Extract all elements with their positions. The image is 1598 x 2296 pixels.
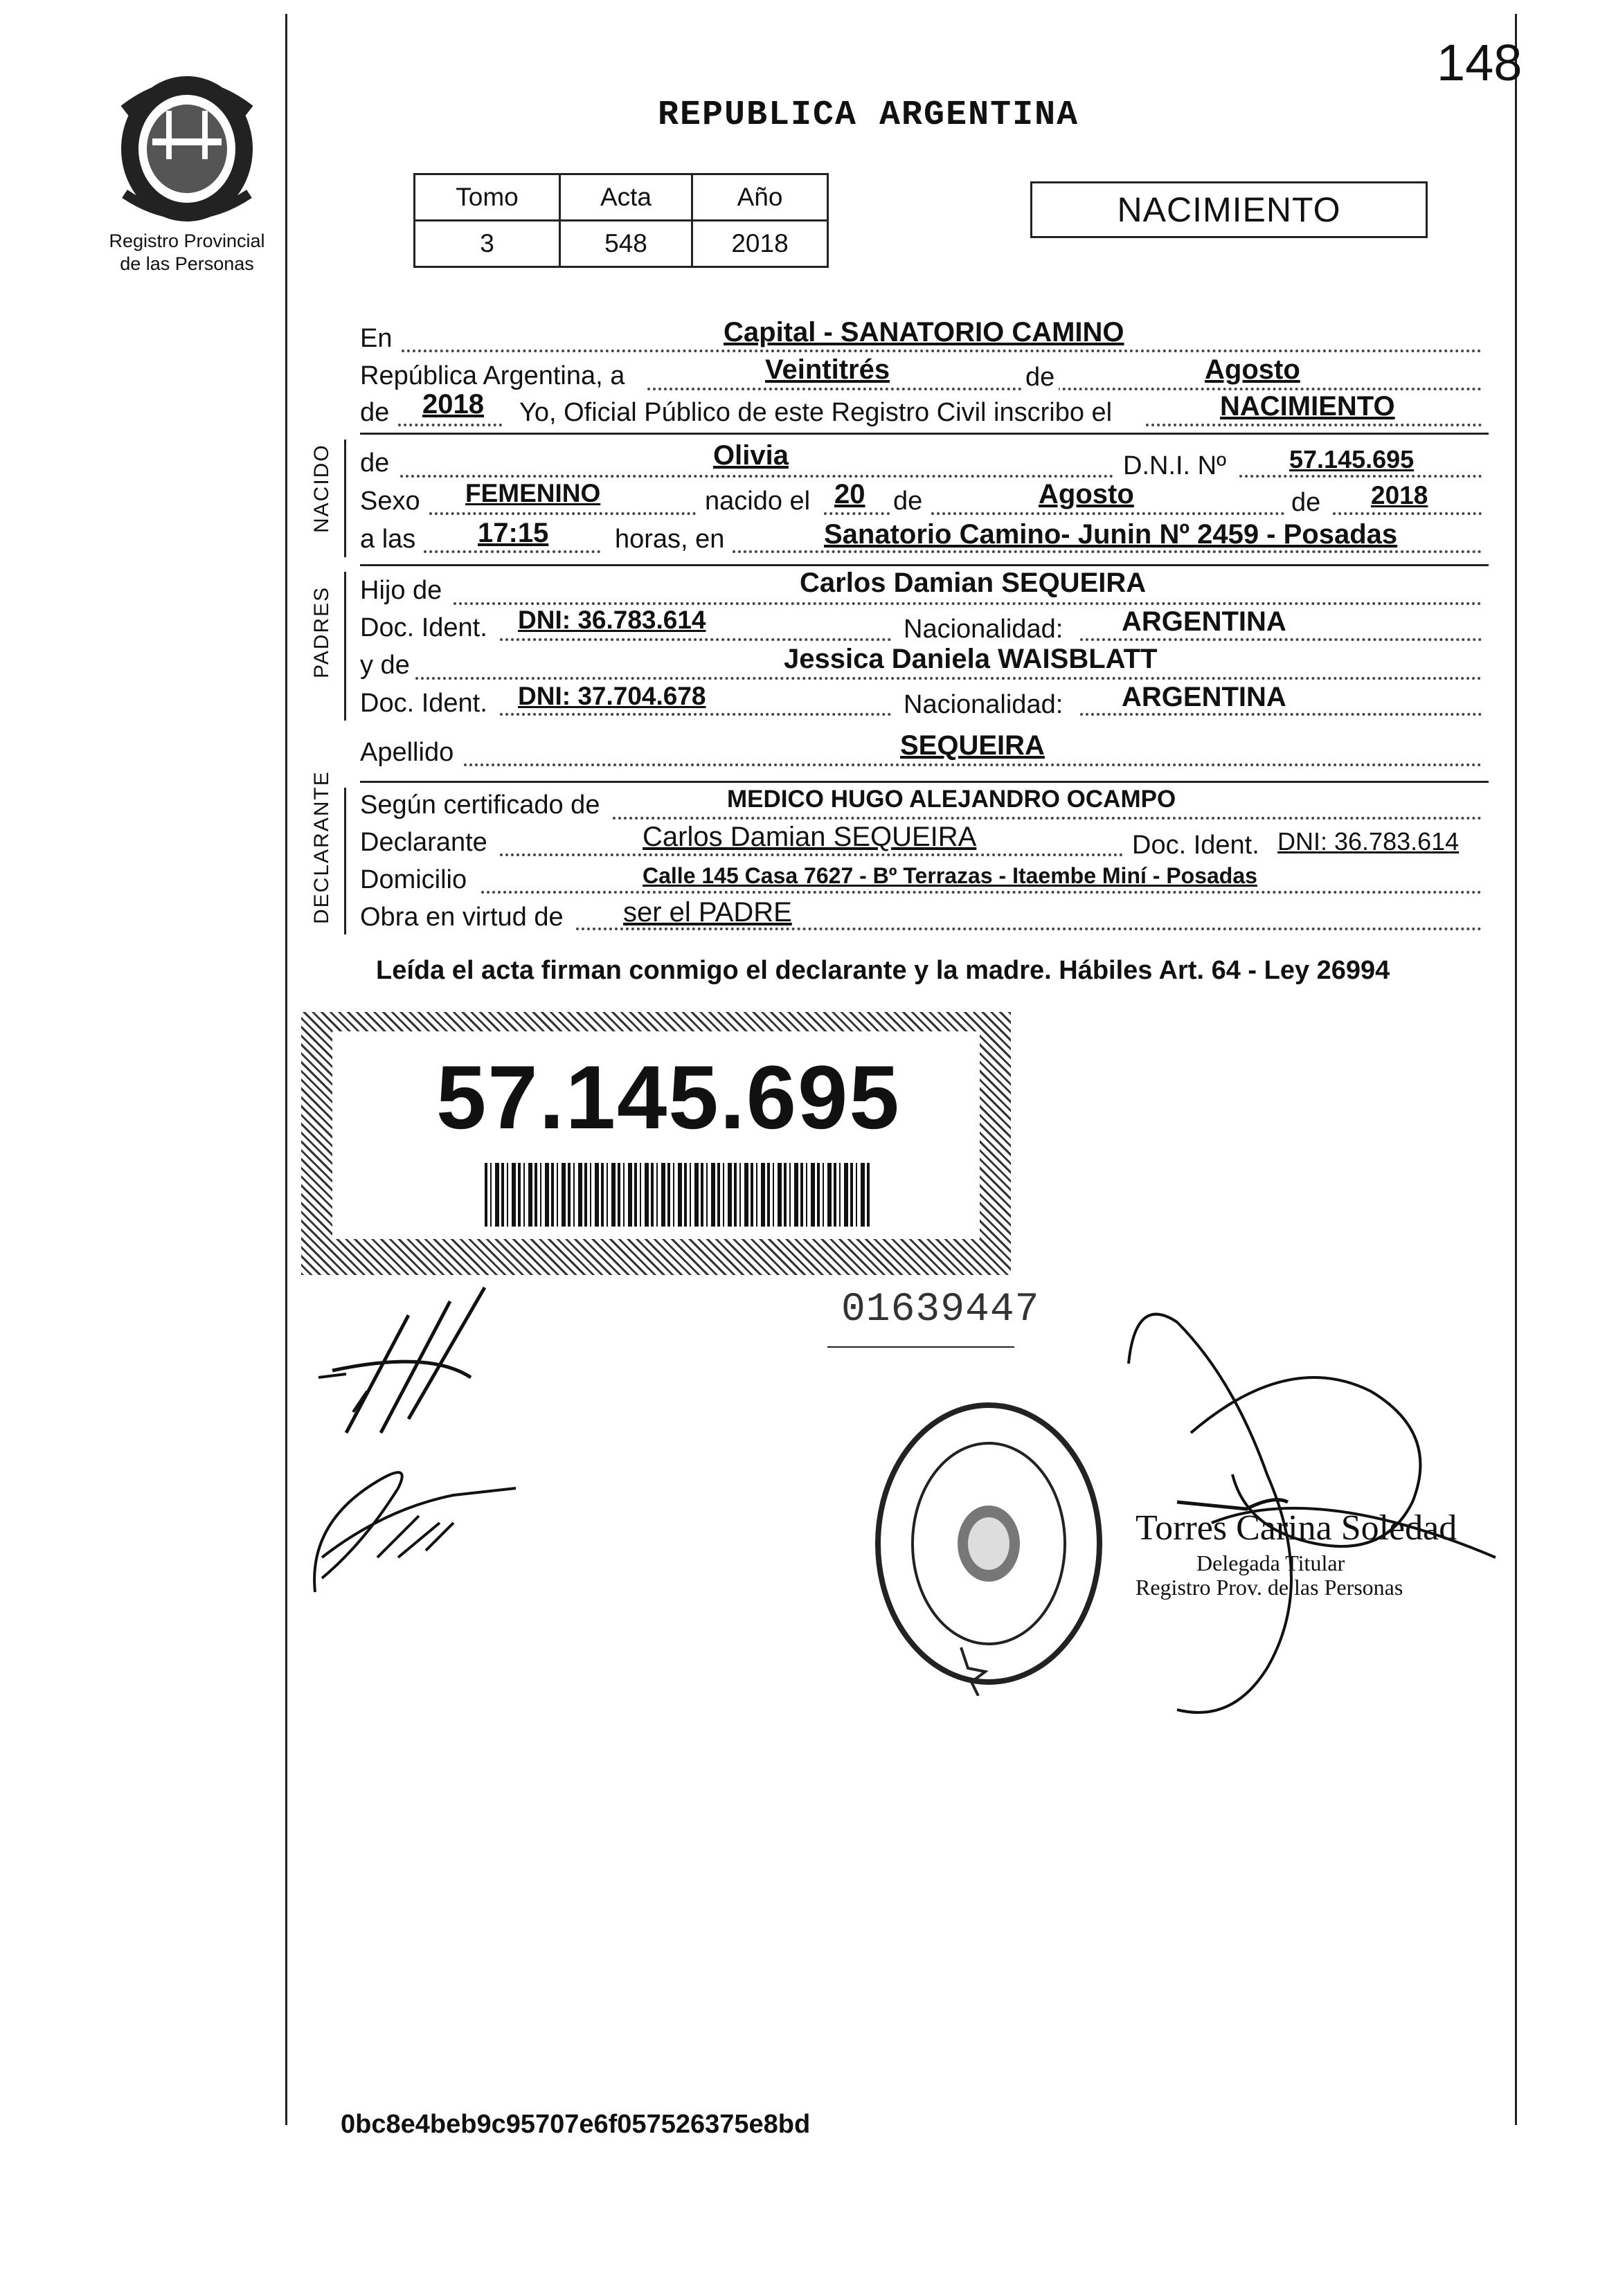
padres-bracket [344, 572, 346, 721]
nacido-bracket [344, 440, 346, 557]
section-divider [360, 433, 1489, 435]
value-in-virtue-of: ser el PADRE [623, 897, 792, 928]
value-mother-name: Jessica Daniela WAISBLATT [784, 644, 1158, 674]
registrar-org: Registro Prov. de las Personas [1135, 1575, 1403, 1600]
value-father-doc: DNI: 36.783.614 [518, 606, 706, 634]
label-doc-mother: Doc. Ident. [360, 689, 487, 718]
document-title: REPUBLICA ARGENTINA [658, 96, 1079, 135]
label-de-year: de [360, 398, 390, 427]
table-header: Año [692, 174, 828, 221]
dotted-line [500, 713, 891, 716]
label-hijo-de: Hijo de [360, 576, 442, 605]
table-header: Acta [560, 174, 692, 221]
serial-number: 01639447 [841, 1287, 1040, 1332]
dotted-line [824, 512, 890, 515]
label-y-de: y de [360, 651, 410, 680]
label-yo: Yo, Oficial Público de este Registro Civil inscribo el [519, 398, 1113, 427]
value-father-nationality: ARGENTINA [1122, 606, 1286, 637]
value-child-dni: 57.145.695 [1289, 445, 1415, 473]
label-de-name: de [360, 449, 390, 478]
label-dni: D.N.I. Nº [1123, 451, 1226, 480]
dotted-line [402, 350, 1482, 352]
section-divider [360, 564, 1489, 566]
side-label-declarante: DECLARANTE [310, 770, 333, 924]
value-month: Agosto [1205, 354, 1300, 385]
dotted-line [733, 550, 1482, 553]
value-declarant-name: Carlos Damian SEQUEIRA [643, 822, 977, 852]
dni-sticker [301, 1012, 1011, 1275]
closing-statement: Leída el acta firman conmigo el declarante y la madre. Hábiles Art. 64 - Ley 26994 [376, 956, 1390, 985]
label-sexo: Sexo [360, 487, 420, 516]
dotted-line [500, 853, 1123, 856]
sticker-label-area [332, 1031, 980, 1239]
dotted-line [481, 891, 1482, 894]
dotted-line [424, 550, 600, 553]
value-birth-year: 2018 [1371, 481, 1428, 509]
label-horas-en: horas, en [615, 525, 725, 554]
value-day: Veintitrés [765, 354, 890, 385]
label-declarante: Declarante [360, 828, 487, 857]
document-hash: 0bc8e4beb9c95707e6f057526375e8bd [341, 2110, 811, 2139]
value-birth-day: 20 [834, 479, 865, 509]
label-nationality-father: Nacionalidad: [904, 615, 1063, 644]
dotted-line [500, 638, 891, 641]
value-certificate-by: MEDICO HUGO ALEJANDRO OCAMPO [727, 786, 1176, 813]
record-type-box: NACIMIENTO [1030, 181, 1428, 238]
declarante-bracket [344, 788, 346, 934]
dotted-line [613, 817, 1482, 820]
province-seal-logo [83, 69, 291, 232]
value-birth-place: Sanatorio Camino- Junin Nº 2459 - Posadas [824, 519, 1398, 550]
label-doc-father: Doc. Ident. [360, 613, 487, 642]
declarant-signature [305, 1274, 526, 1457]
value-place: Capital - SANATORIO CAMINO [724, 317, 1124, 347]
label-nationality-mother: Nacionalidad: [904, 690, 1063, 719]
dotted-line [454, 602, 1482, 605]
dotted-line [1146, 424, 1482, 426]
dotted-line [1333, 512, 1482, 515]
registrar-name: Torres Carina Soledad [1135, 1508, 1457, 1548]
label-republica: República Argentina, a [360, 361, 625, 390]
value-year: 2018 [422, 389, 484, 419]
official-stamp [864, 1391, 1113, 1699]
label-de-birth-month: de [893, 487, 923, 516]
label-domicilio: Domicilio [360, 865, 467, 894]
value-birth-time: 17:15 [478, 518, 549, 548]
left-margin-line [285, 14, 287, 2125]
label-obra: Obra en virtud de [360, 903, 564, 932]
value-sex: FEMENINO [465, 479, 601, 507]
value-mother-nationality: ARGENTINA [1122, 682, 1286, 712]
value-surname: SEQUEIRA [900, 730, 1045, 761]
section-divider [360, 781, 1489, 783]
dotted-line [429, 512, 696, 515]
registry-label: Registro Provincial de las Personas [109, 230, 265, 274]
dotted-line [931, 512, 1284, 515]
label-apellido: Apellido [360, 738, 454, 767]
label-segun-certificado: Según certificado de [360, 790, 600, 820]
label-a-las: a las [360, 525, 416, 554]
value-act: NACIMIENTO [1220, 391, 1395, 422]
mother-signature [294, 1440, 530, 1609]
registrar-role: Delegada Titular [1196, 1551, 1345, 1575]
tomo-acta-anio-table [413, 173, 829, 268]
table-cell: 3 [415, 221, 560, 267]
side-label-nacido: NACIDO [310, 444, 333, 533]
dotted-line [1239, 475, 1482, 478]
label-nacido-el: nacido el [705, 487, 811, 516]
right-margin-line [1515, 14, 1517, 2125]
dotted-line [647, 388, 1482, 390]
dotted-line [1080, 638, 1482, 641]
dotted-line [1080, 713, 1482, 716]
table-cell: 548 [560, 221, 692, 267]
label-de-birth-year: de [1291, 488, 1321, 517]
dotted-line [464, 763, 1482, 766]
label-en: En [360, 324, 393, 353]
side-label-padres: PADRES [310, 586, 333, 678]
table-header: Tomo [415, 174, 560, 221]
sticker-number: 57.145.695 [436, 1047, 901, 1148]
dotted-line [398, 424, 502, 426]
value-declarant-doc: DNI: 36.783.614 [1277, 827, 1460, 856]
page-number: 148 [1437, 34, 1523, 91]
value-father-name: Carlos Damian SEQUEIRA [800, 568, 1147, 598]
label-de-month: de [1021, 363, 1059, 392]
barcode-graphic [485, 1163, 872, 1227]
value-mother-doc: DNI: 37.704.678 [518, 682, 706, 710]
value-child-name: Olivia [713, 440, 789, 471]
value-address: Calle 145 Casa 7627 - Bº Terrazas - Itaembe Miní - Posadas [643, 863, 1257, 888]
serial-underline [827, 1346, 1014, 1348]
dotted-line [400, 475, 1113, 478]
label-doc-declarant: Doc. Ident. [1132, 831, 1259, 860]
table-cell: 2018 [692, 221, 828, 267]
dotted-line [415, 677, 1482, 680]
value-birth-month: Agosto [1039, 479, 1134, 509]
